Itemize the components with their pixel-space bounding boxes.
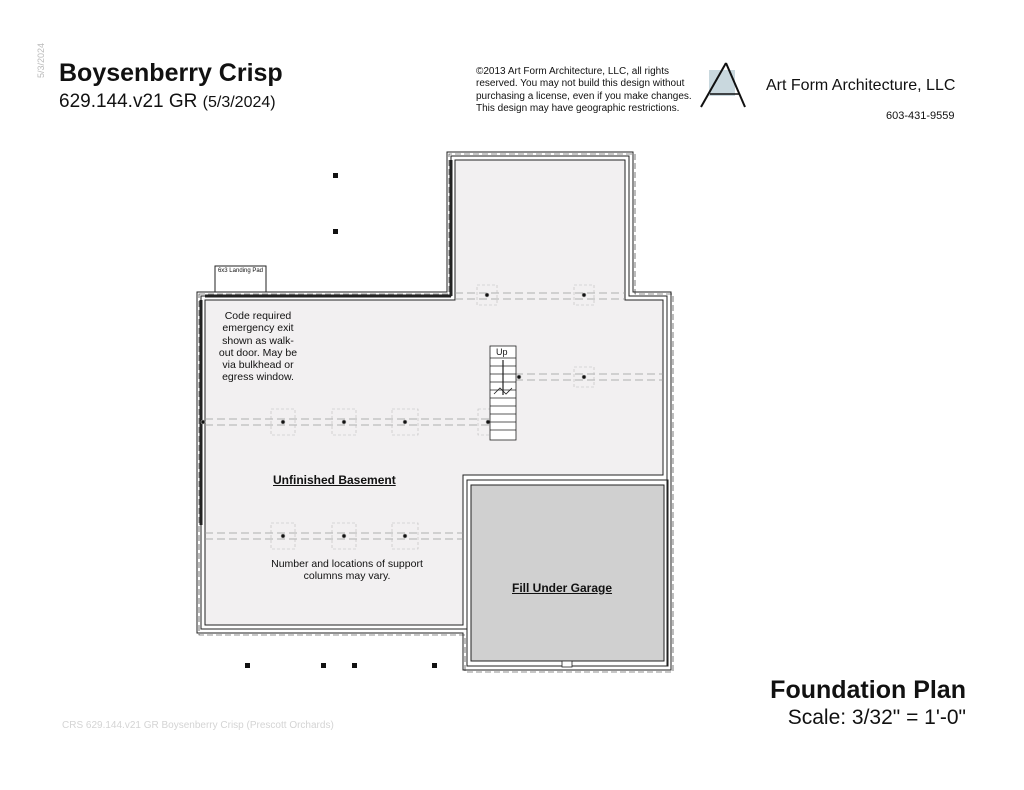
drawing-title: Foundation Plan (770, 676, 966, 704)
garage-room-label: Fill Under Garage (512, 581, 613, 595)
copyright-line: ©2013 Art Form Architecture, LLC, all rights (476, 66, 670, 77)
plan-number-text: 629.144.v21 GR (59, 91, 198, 112)
columns-note: Number and locations of support columns may vary. (271, 558, 423, 583)
basement-stairs (490, 346, 516, 440)
drawing-scale: Scale: 3/32" = 1'-0" (787, 706, 966, 729)
side-date: 5/3/2024 (36, 42, 46, 78)
stair-up-label: Up (496, 347, 508, 357)
copyright-line: reserved. You may not build this design without (476, 78, 685, 90)
garage-fill-area (467, 480, 668, 667)
basement-room-label: Unfinished Basement (273, 473, 396, 487)
plan-date: (5/3/2024) (202, 94, 276, 111)
landing-pad-label: 6x3 Landing Pad (217, 268, 264, 274)
egress-note: Code required emergency exit shown as walk-out door. May be via bulkhead or egress window. (218, 310, 298, 384)
firm-name: Art Form Architecture, LLC (766, 77, 956, 94)
watermark: CRS 629.144.v21 GR Boysenberry Crisp (Prescott Orchards) (62, 720, 334, 731)
copyright-line: This design may have geographic restrictions. (476, 102, 680, 114)
copyright-line: purchasing a license, even if you make changes. (476, 90, 692, 102)
plan-name-title: Boysenberry Crisp (59, 59, 283, 87)
firm-phone: 603-431-9559 (886, 110, 955, 122)
copyright-notice (476, 66, 716, 115)
plan-number (59, 91, 276, 113)
